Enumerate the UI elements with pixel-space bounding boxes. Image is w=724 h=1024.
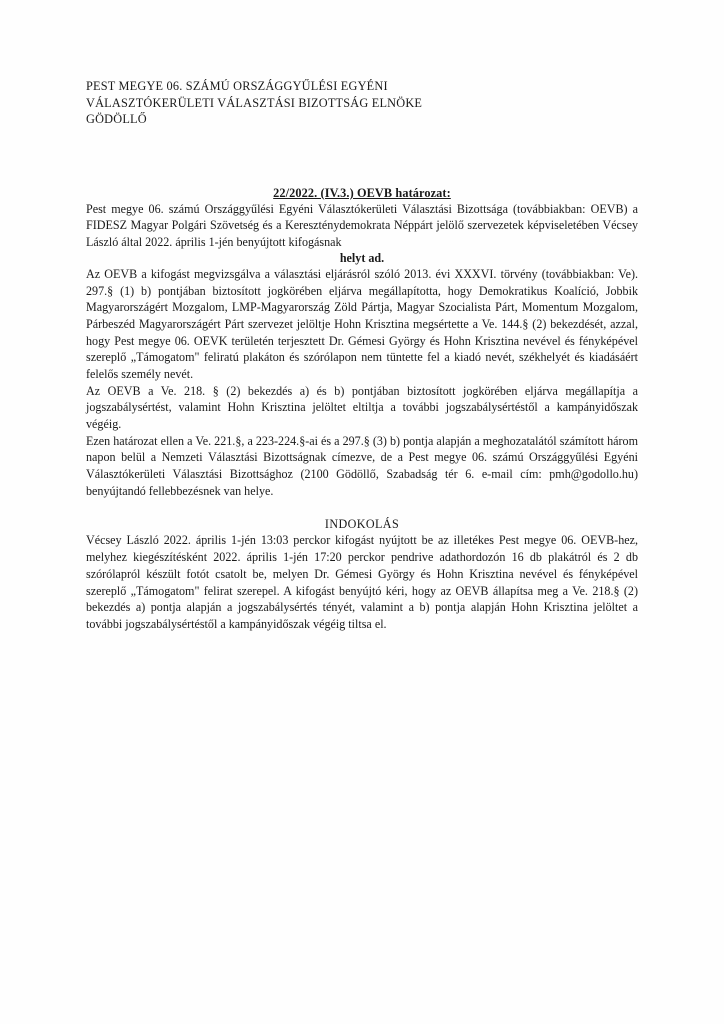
paragraph-findings: Az OEVB a kifogást megvizsgálva a választási eljárásról szóló 2013. évi XXXVI. törvény (továbbiakban: Ve). 297.§ (1) b) pontjában biztosított jogkörében eljárva megállapította, hogy Demokratikus Koalíció, Jobbik Magyarországért Mozgalom, LMP-Magyarország Zöld Pártja, Magyar Szocialista Párt, Momentum Mozgalom, Párbeszéd Magyarországért Párt szervezet jelöltje Hohn Krisztina megsértette a Ve. 144.§ (2) bekezdését, azzal, hogy Pest megye 06. OEVK területén terjesztett Dr. Gémesi György és Hohn Krisztina nevével és fényképével szereplő „Támogatom" feliratú plakáton és szórólapon nem tüntette fel a kiadó nevét, székhelyét és kiadásáért felelős személy nevét.: [86, 266, 638, 381]
document-title: 22/2022. (IV.3.) OEVB határozat:: [273, 185, 451, 200]
paragraph-sanction: Az OEVB a Ve. 218. § (2) bekezdés a) és b) pontjában biztosított jogkörében eljárva megállapítja a jogszabálysértést, valamint Hohn Krisztina jelöltet eltiltja a további jogszabálysértéstől a kampányidőszak végéig.: [86, 383, 638, 432]
document-header: [86, 78, 638, 128]
document-content: [86, 78, 638, 633]
paragraph-justification: Vécsey László 2022. április 1-jén 13:03 perckor kifogást nyújtott be az illetékes Pest megye 06. OEVB-hez, melyhez kiegészítésként 2022. április 1-jén 17:20 perckor pendrive adathordozón 16 db plakátról és 2 db szórólapról készült fotót csatolt be, melyen Dr. Gémesi György és Hohn Krisztina nevével és fényképével szereplő „Támogatom" felirat szerepel. A kifogást benyújtó kéri, hogy az OEVB állapítsa meg a Ve. 218.§ (2) bekezdés a) pontja alapján a jogszabálysértés tényét, valamint a b) pontja alapján Hohn Krisztina jelöltet a további jogszabálysértéstől a kampányidőszak végéig tiltsa el.: [86, 533, 638, 631]
paragraph-appeal: Ezen határozat ellen a Ve. 221.§, a 223-224.§-ai és a 297.§ (3) b) pontja alapján a meghozatalától számított három napon belül a Nemzeti Választási Bizottságnak címezve, de a Pest megye 06. számú Országgyűlési Egyéni Választókerületi Választási Bizottsághoz (2100 Gödöllő, Szabadság tér 6. e-mail cím: pmh@godollo.hu) benyújtandó fellebbezésnek van helye.: [86, 433, 638, 498]
header-line-3: GÖDÖLLŐ: [86, 112, 147, 127]
header-line-1: PEST MEGYE 06. SZÁMÚ ORSZÁGGYŰLÉSI EGYÉNI: [86, 79, 388, 93]
ruling-text: helyt ad.: [339, 250, 385, 265]
paragraph-intro: Pest megye 06. számú Országgyűlési Egyéni Választókerületi Választási Bizottsága (továbbiakban: OEVB) a FIDESZ Magyar Polgári Szövetség és a Kereszténydemokrata Néppárt jelölő szervezetek képviseletében Vécsey László által 2022. április 1-jén benyújtott kifogásnak: [86, 201, 638, 250]
header-line-2: VÁLASZTÓKERÜLETI VÁLASZTÁSI BIZOTTSÁG ELNÖKE: [86, 95, 423, 110]
section-heading-indoklas: INDOKOLÁS: [324, 517, 400, 532]
